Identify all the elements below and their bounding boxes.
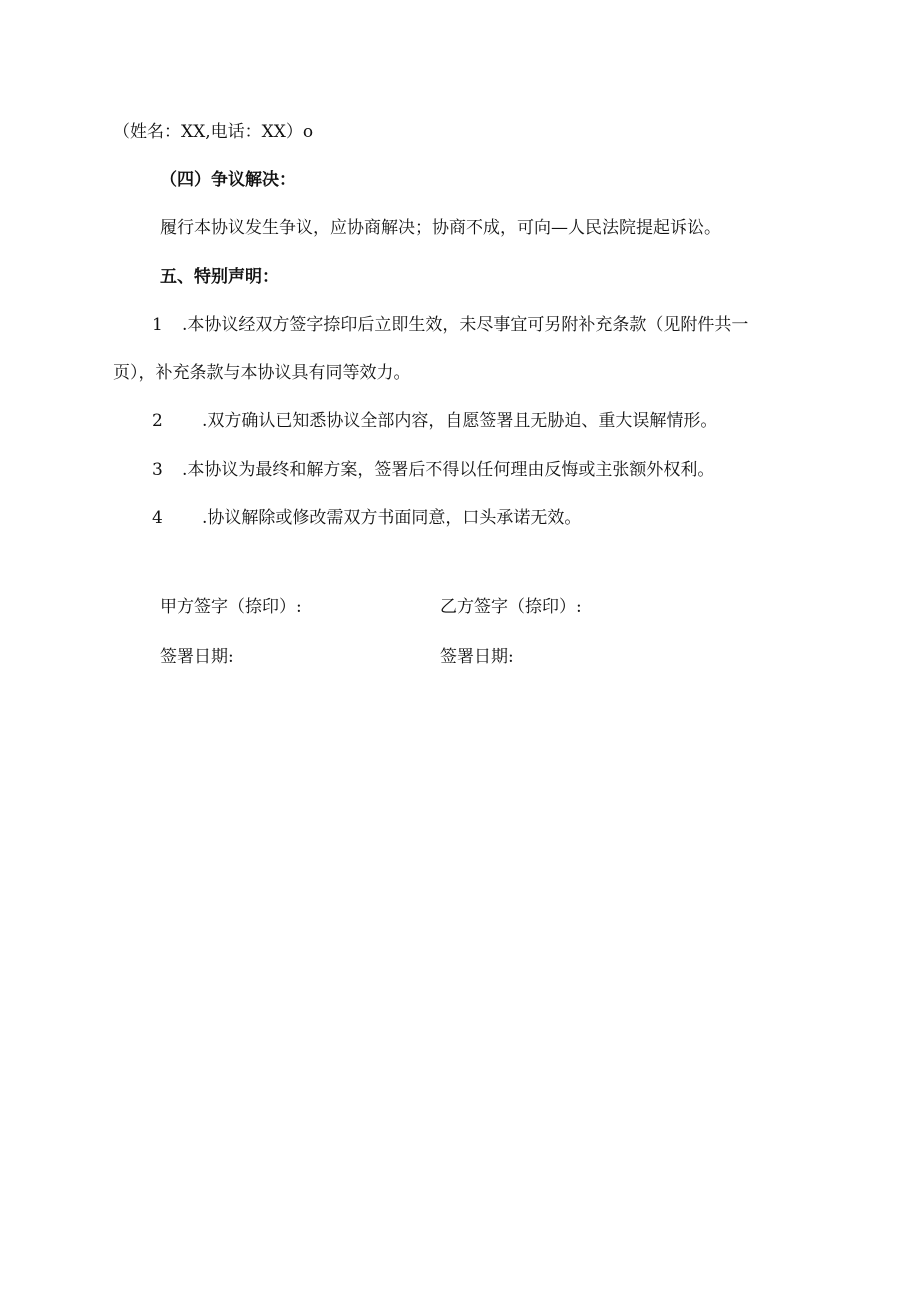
party-b-date-label: 签署日期: <box>440 647 514 667</box>
section-four-text: 履行本协议发生争议，应协商解决；协商不成，可向—人民法院提起诉讼。 <box>160 218 721 238</box>
clause-1 <box>152 313 748 337</box>
clause-4-number: 4 <box>152 508 163 528</box>
clause-1-continuation: 页），补充条款与本协议具有同等效力。 <box>113 363 411 383</box>
clause-2 <box>152 409 717 433</box>
clause-1-text: .本协议经双方签字捺印后立即生效，未尽事宜可另附补充条款（见附件共一 <box>182 315 749 335</box>
contact-line: （姓名：XX,电话：XX）o <box>113 122 314 142</box>
clause-3 <box>152 458 714 482</box>
clause-3-text: .本协议为最终和解方案，签署后不得以任何理由反悔或主张额外权利。 <box>182 460 715 480</box>
party-a-signature-label: 甲方签字（捺印）: <box>160 597 302 617</box>
clause-3-number: 3 <box>152 460 163 480</box>
clause-1-number: 1 <box>152 315 163 335</box>
clause-4-text: .协议解除或修改需双方书面同意，口头承诺无效。 <box>202 508 582 528</box>
clause-4 <box>152 506 581 530</box>
clause-2-text: .双方确认已知悉协议全部内容，自愿签署且无胁迫、重大误解情形。 <box>202 411 718 431</box>
party-b-signature-label: 乙方签字（捺印）: <box>440 597 582 617</box>
section-four-heading: （四）争议解决： <box>160 170 296 190</box>
section-five-heading: 五、特别声明： <box>160 267 279 287</box>
party-a-date-label: 签署日期: <box>160 647 234 667</box>
clause-2-number: 2 <box>152 411 163 431</box>
